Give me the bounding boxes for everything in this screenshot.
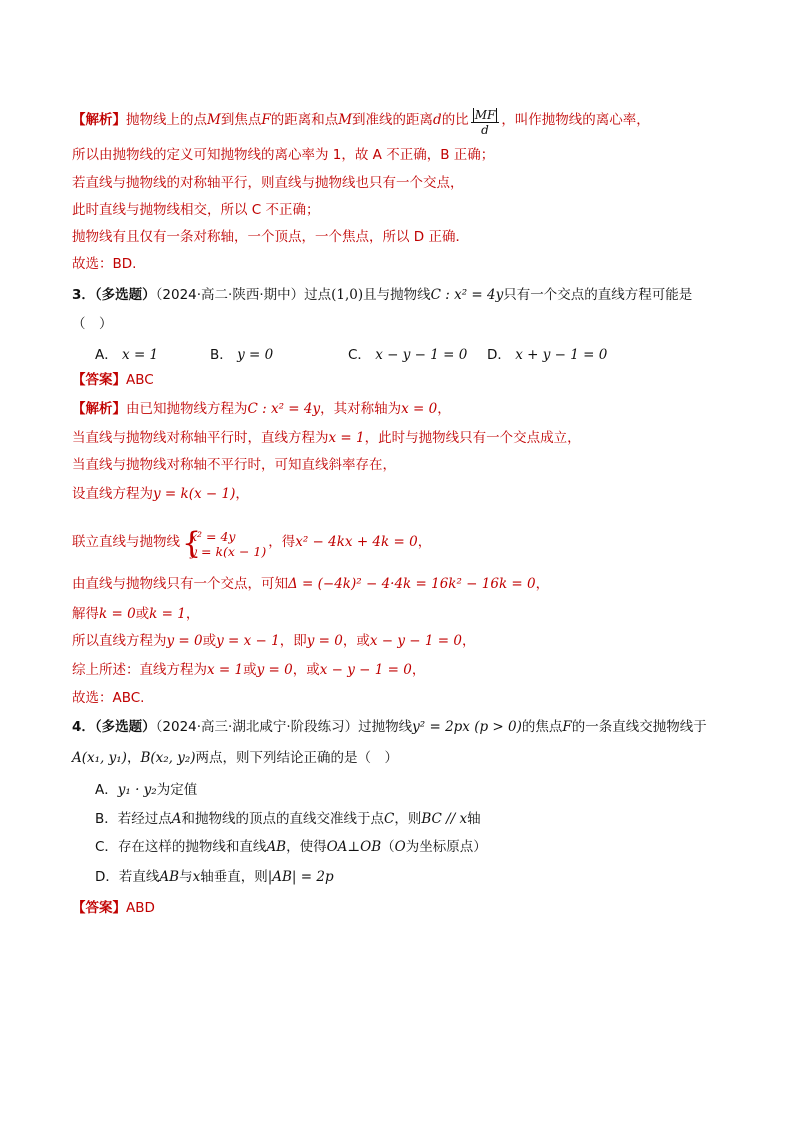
analysis-label: 【解析】 (72, 112, 126, 128)
prev-analysis-line3: 若直线与抛物线的对称轴平行，则直线与抛物线也只有一个交点， (72, 175, 464, 191)
q3-answer: 【答案】ABC (72, 372, 154, 388)
q3-analysis-7: 解得k = 0或k = 1， (72, 606, 200, 622)
q3-analysis-8: 所以直线方程为y = 0或y = x − 1，即y = 0，或x − y − 1 = 0， (72, 633, 476, 649)
eccentricity-fraction: $\frac{MF}{d}$ (471, 108, 500, 137)
q4-option-d: D．若直线AB与x轴垂直，则|AB| = 2p (95, 869, 334, 885)
prev-analysis-line1: 【解析】抛物线上的点M到焦点F的距离和点M到准线的距离d的比 $\frac{MF}{d}$ ，叫作抛物线的离心率， (72, 108, 650, 137)
prev-analysis-line4: 此时直线与抛物线相交，所以 C 不正确； (72, 202, 320, 218)
q3-option-a: A． x = 1 (95, 347, 159, 363)
q3-analysis-3: 当直线与抛物线对称轴不平行时，可知直线斜率存在， (72, 457, 396, 473)
q3-option-d: D． x + y − 1 = 0 (487, 347, 608, 363)
prev-analysis-line2: 所以由抛物线的定义可知抛物线的离心率为 1，故 A 不正确，B 正确； (72, 147, 495, 163)
q4-option-b: B．若经过点A和抛物线的顶点的直线交准线于点C，则BC // x轴 (95, 811, 481, 827)
equation-system: { x² = 4y y = k(x − 1) (182, 526, 267, 561)
q3-paren: （ ） (72, 316, 113, 332)
q3-option-c: C． x − y − 1 = 0 (348, 347, 468, 363)
q4-answer: 【答案】ABD (72, 900, 155, 916)
q4-stem: 4．（多选题）（2024·高三·湖北咸宁·阶段练习）过抛物线y² = 2px (p > 0)的焦点F的一条直线交抛物线于 (72, 719, 707, 735)
prev-analysis-line5: 抛物线有且仅有一条对称轴，一个顶点，一个焦点，所以 D 正确． (72, 229, 469, 245)
q3-analysis-10: 故选：ABC. (72, 690, 145, 706)
q3-analysis-1: 【解析】由已知抛物线方程为C : x² = 4y，其对称轴为x = 0， (72, 401, 451, 417)
q3-analysis-4: 设直线方程为y = k(x − 1)， (72, 486, 249, 502)
q3-analysis-6: 由直线与抛物线只有一个交点，可知Δ = (−4k)² − 4·4k = 16k² − 16k = 0， (72, 576, 550, 592)
q3-analysis-2: 当直线与抛物线对称轴平行时，直线方程为x = 1，此时与抛物线只有一个交点成立， (72, 430, 581, 446)
prev-answer-line: 故选：BD. (72, 256, 137, 272)
q4-stem-2: A(x₁, y₁)，B(x₂, y₂)两点，则下列结论正确的是（ ） (72, 750, 399, 766)
q3-analysis-5: 联立直线与抛物线 { x² = 4y y = k(x − 1) ，得x² − 4kx + 4k = 0， (72, 526, 432, 561)
q3-option-b: B． y = 0 (210, 347, 274, 363)
q3-stem: 3．（多选题）（2024·高二·陕西·期中）过点(1,0)且与抛物线C : x² = 4y只有一个交点的直线方程可能是 (72, 287, 693, 303)
q4-option-c: C．存在这样的抛物线和直线AB，使得OA⊥OB（O为坐标原点） (95, 839, 487, 855)
q3-analysis-9: 综上所述：直线方程为x = 1或y = 0，或x − y − 1 = 0， (72, 662, 426, 678)
q4-option-a: A．y₁ · y₂为定值 (95, 782, 198, 798)
